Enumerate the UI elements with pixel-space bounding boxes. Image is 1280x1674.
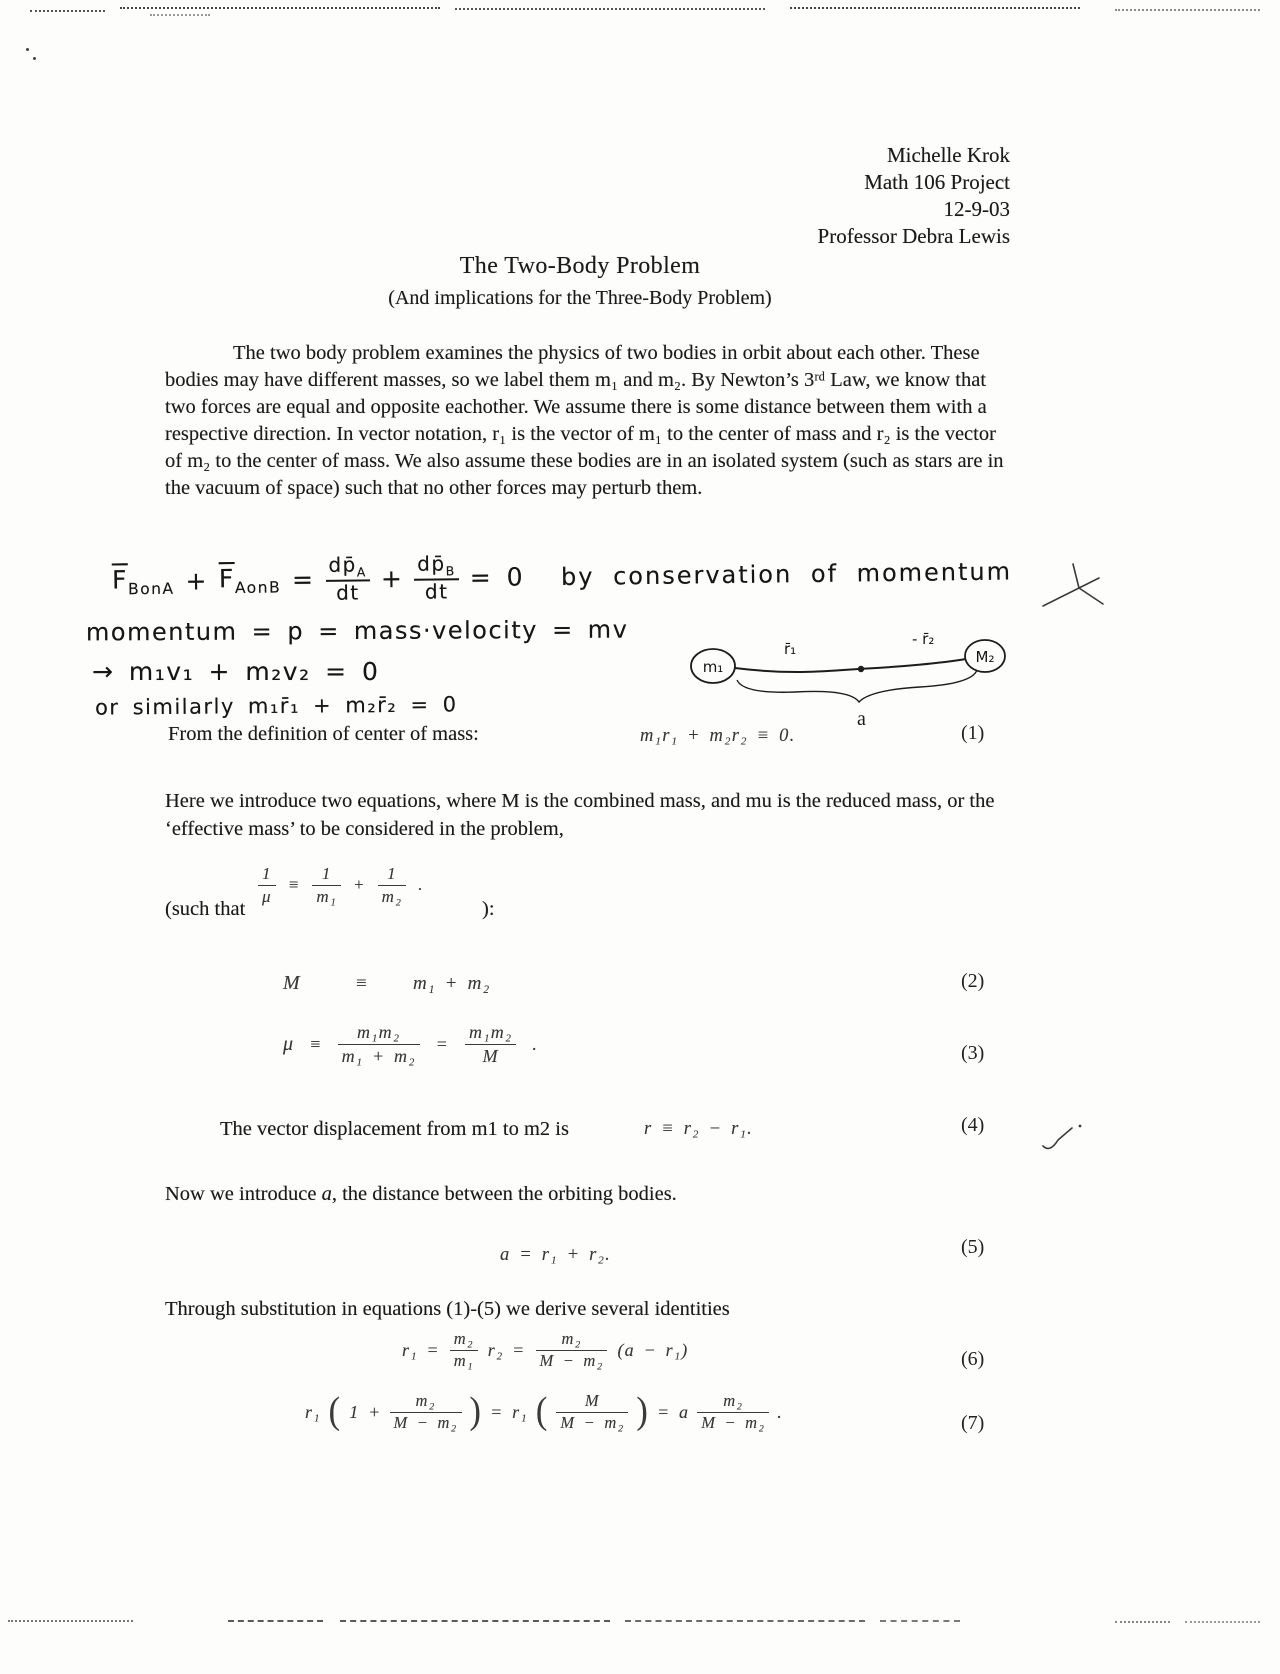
scan-artifact-bottom-1 xyxy=(8,1620,133,1622)
equation-4: r ≡ r₂ − r₁. xyxy=(644,1119,753,1139)
two-body-diagram xyxy=(680,618,1010,733)
distance-variable: a xyxy=(321,1183,332,1205)
equation-7-number: (7) xyxy=(961,1412,985,1434)
intro-paragraph: The two body problem examines the physics of two bodies in orbit about each other. These bodies may have different masses, so we label them m₁ and m₂. By Newton’s 3ʳᵈ Law, we know that two forces are equal and opposite eachother. We assume there is some distance between them with a respective direction. In vector notation, r₁ is the vector of m₁ to the center of mass and r₂ is the vector of m₂ to the center of mass. We also assume these bodies are in an isolated system (such as stars are in the vacuum of space) such that no other forces may perturb them. xyxy=(165,342,1004,499)
equals-sign: = xyxy=(291,565,315,595)
period: . xyxy=(418,875,424,895)
handwritten-momentum-definition: momentum = p = mass·velocity = mv xyxy=(85,615,629,647)
equation-5-number: (5) xyxy=(961,1236,985,1258)
margin-check-mark xyxy=(1040,1122,1092,1156)
reduced-mass-paragraph: Here we introduce two equations, where M is the combined mass, and mu is the reduced mass, or the ‘effective mass’ to be considered in the problem, xyxy=(165,790,995,840)
equation-2-rel: ≡ xyxy=(356,973,368,994)
equation-3 xyxy=(283,1022,538,1066)
equation-6-number: (6) xyxy=(961,1348,985,1370)
header-course: Math 106 Project xyxy=(864,170,1010,194)
distance-paragraph xyxy=(165,1183,677,1206)
period: . xyxy=(532,1033,539,1054)
equation-2-lhs: M xyxy=(283,972,301,994)
handwritten-momentum-sum: → m₁v₁ + m₂v₂ = 0 xyxy=(92,657,380,686)
one-over-mu-fraction: $\frac{1}{\mu}$ xyxy=(258,864,276,906)
equation-6 xyxy=(402,1330,688,1371)
open-paren: ( xyxy=(328,1391,342,1433)
plus-sign: + xyxy=(380,563,404,594)
distance-paragraph-pre: Now we introduce xyxy=(165,1183,322,1205)
page-subtitle: (And implications for the Three-Body Problem) xyxy=(388,287,772,309)
distance-brace xyxy=(737,670,977,702)
scan-artifact-top-4 xyxy=(790,7,1080,9)
equation-7-end: = a xyxy=(656,1401,690,1422)
such-that-suffix: ): xyxy=(482,898,495,920)
one-over-m1-fraction: $\frac{1}{\text{m₁}}$ xyxy=(312,864,341,906)
scan-artifact-bottom-2 xyxy=(228,1620,323,1622)
open-paren: ( xyxy=(535,1391,549,1433)
conservation-annotation: by conservation of momentum xyxy=(560,557,1013,591)
equation-6-lhs: r₁ = xyxy=(402,1339,440,1360)
handwritten-force-equation xyxy=(112,547,1013,607)
equals-sign: = xyxy=(435,1033,450,1054)
page-title: The Two-Body Problem xyxy=(459,253,701,279)
displacement-text: The vector displacement from m1 to m2 is xyxy=(220,1118,569,1140)
plus-sign: + xyxy=(185,566,209,596)
equiv-sign: ≡ xyxy=(287,875,301,895)
m2-over-M-minus-m2-fraction: $\frac{\text{m₂}}{\text{M − m₂}}$ xyxy=(390,1392,462,1433)
equation-6-mid: r₂ = xyxy=(487,1339,526,1360)
equation-1-number: (1) xyxy=(961,722,985,744)
distance-label: a xyxy=(857,708,866,730)
scan-artifact-bottom-6 xyxy=(1115,1621,1170,1623)
handwritten-similarly-line: or similarly m₁r̄₁ + m₂r̄₂ = 0 xyxy=(94,692,458,720)
m1m2-over-sum-fraction: $\frac{\text{m₁m₂}}{\text{m₁ + m₂}}$ xyxy=(338,1022,420,1066)
header-professor: Professor Debra Lewis xyxy=(817,224,1010,248)
equation-3-lhs: μ xyxy=(283,1032,295,1055)
equation-5: a = r₁ + r₂. xyxy=(500,1245,612,1265)
scan-artifact-bottom-7 xyxy=(1185,1621,1260,1623)
separation-line xyxy=(735,659,966,672)
reduced-mass-definition xyxy=(258,864,424,906)
r2-vector-label: - r̄₂ xyxy=(912,630,935,648)
equation-2-number: (2) xyxy=(961,970,985,992)
momentum-derivative-1: $\frac{dp̄_A}{dt}$ xyxy=(325,554,370,604)
scan-artifact-top-3 xyxy=(455,8,765,10)
such-that-prefix: (such that xyxy=(165,898,246,920)
equation-6-rhs: (a − r₁) xyxy=(617,1339,689,1360)
equation-7-inner1: 1 + xyxy=(349,1401,382,1422)
close-paren: ) xyxy=(636,1391,649,1433)
plus-sign: + xyxy=(353,875,366,895)
equation-4-number: (4) xyxy=(961,1114,985,1136)
m2-over-M-minus-m2-fraction: $\frac{\text{m₂}}{\text{M − m₂}}$ xyxy=(536,1330,608,1371)
substitution-paragraph: Through substitution in equations (1)-(5) we derive several identities xyxy=(165,1298,730,1320)
period: . xyxy=(777,1401,783,1422)
equiv-sign: ≡ xyxy=(310,1033,322,1054)
equation-1: m₁r₁ + m₂r₂ ≡ 0. xyxy=(640,726,796,746)
center-of-mass-dot xyxy=(858,666,864,672)
scan-speck-1 xyxy=(26,48,29,51)
header-author: Michelle Krok xyxy=(886,143,1010,167)
scan-speck-2 xyxy=(33,57,36,60)
force-term-1: $\overline{F}_{BonA}$ xyxy=(111,565,175,599)
equation-7 xyxy=(305,1392,783,1433)
r1-vector-label: r̄₁ xyxy=(784,640,797,658)
scan-artifact-bottom-3 xyxy=(340,1620,610,1622)
M-over-M-minus-m2-fraction: $\frac{M}{\text{M − m₂}}$ xyxy=(556,1392,628,1433)
header-block xyxy=(818,142,1010,250)
momentum-derivative-2: $\frac{dp̄_B}{dt}$ xyxy=(414,553,459,603)
margin-x-mark xyxy=(1035,556,1107,620)
scan-artifact-top-6 xyxy=(150,14,210,16)
m2-over-M-minus-m2-fraction: $\frac{\text{m₂}}{\text{M − m₂}}$ xyxy=(697,1392,769,1433)
equation-3-number: (3) xyxy=(961,1042,985,1064)
scan-artifact-bottom-4 xyxy=(625,1620,865,1622)
force-term-2: $\overline{F}_{AonB}$ xyxy=(218,563,282,597)
mass1-label: m₁ xyxy=(702,658,724,676)
equals-zero: = 0 xyxy=(469,562,525,593)
equation-7-t1: r₁ xyxy=(305,1401,321,1422)
distance-paragraph-post: , the distance between the orbiting bodies. xyxy=(331,1183,677,1205)
scan-artifact-top-2 xyxy=(120,7,440,9)
equation-7-mid: = r₁ xyxy=(490,1401,528,1422)
header-date: 12-9-03 xyxy=(943,197,1010,221)
scan-artifact-bottom-5 xyxy=(880,1620,960,1622)
one-over-m2-fraction: $\frac{1}{\text{m₂}}$ xyxy=(378,864,407,906)
scan-artifact-top-1 xyxy=(30,10,105,12)
m2-over-m1-fraction: $\frac{\text{m₂}}{\text{m₁}}$ xyxy=(450,1330,478,1371)
close-paren: ) xyxy=(469,1391,483,1433)
mass2-label: M₂ xyxy=(975,648,995,666)
m1m2-over-M-fraction: $\frac{\text{m₁m₂}}{M}$ xyxy=(465,1022,516,1066)
equation-2-rhs: m₁ + m₂ xyxy=(413,973,491,994)
scan-artifact-top-5 xyxy=(1115,9,1260,11)
center-of-mass-label: From the definition of center of mass: xyxy=(168,723,479,745)
title-block xyxy=(165,253,995,310)
